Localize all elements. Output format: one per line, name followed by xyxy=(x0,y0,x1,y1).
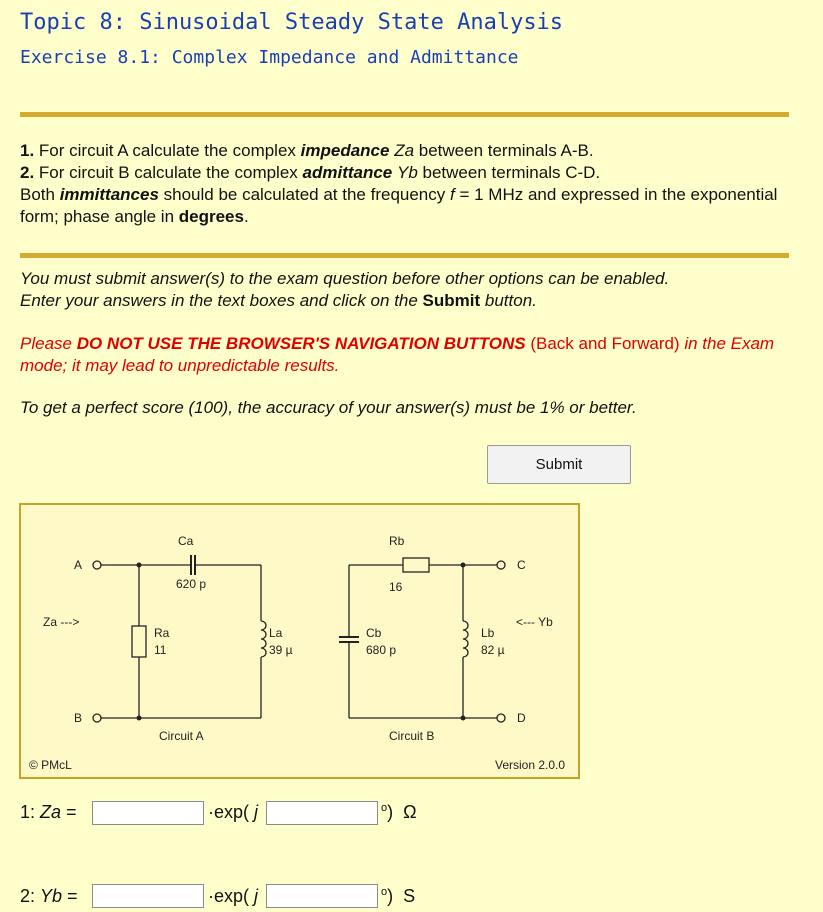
inductor-la xyxy=(261,621,266,657)
exam-notes xyxy=(20,268,810,419)
note-navigation-warning: Please DO NOT USE THE BROWSER'S NAVIGATION BUTTONS (Back and Forward) in the Exam mode; it may lead to unpredictable results. xyxy=(20,334,775,375)
la-name: La xyxy=(269,626,283,640)
answer-1-label: 1: Za = xyxy=(20,802,77,822)
la-value: 39 µ xyxy=(269,643,293,657)
version: Version 2.0.0 xyxy=(495,758,566,772)
ra-value: 11 xyxy=(154,643,167,657)
resistor-rb xyxy=(403,558,429,572)
terminal-c xyxy=(497,561,505,569)
cb-name: Cb xyxy=(366,626,382,640)
inductor-lb xyxy=(463,621,468,657)
za-magnitude-input[interactable] xyxy=(92,801,204,825)
page-title: Topic 8: Sinusoidal Steady State Analysis xyxy=(20,10,564,35)
terminal-d-label: D xyxy=(517,711,526,725)
divider-middle xyxy=(20,253,789,258)
yb-phase-input[interactable] xyxy=(266,884,378,908)
ra-name: Ra xyxy=(154,626,170,640)
note-accuracy: To get a perfect score (100), the accuracy of your answer(s) must be 1% or better. xyxy=(20,398,637,417)
ca-value: 620 p xyxy=(176,577,207,591)
za-phase-input[interactable] xyxy=(266,801,378,825)
terminal-c-label: C xyxy=(517,558,526,572)
task-description: 1. For circuit A calculate the complex impedance Za between terminals A-B. 2. For circuit B calculate the complex admittance Yb between terminals C-D. Both immittances should be calculated at the frequency f = 1 MHz and expressed in the exponential form; phase angle in degrees. xyxy=(20,141,778,226)
answer-1-unit: $^o$) Ω xyxy=(381,802,417,822)
terminal-a xyxy=(93,561,101,569)
answer-2-unit: $^o$) S xyxy=(381,886,416,906)
capacitor-cb xyxy=(339,637,359,642)
lb-name: Lb xyxy=(481,626,495,640)
terminal-a-label: A xyxy=(74,558,83,572)
divider-top xyxy=(20,112,789,117)
answer-1-exp: ·exp( j xyxy=(208,802,259,822)
ca-name: Ca xyxy=(178,534,194,548)
circuit-b-label: Circuit B xyxy=(389,729,435,743)
terminal-b-label: B xyxy=(74,711,83,725)
submit-button[interactable]: Submit xyxy=(487,445,631,484)
answer-2-exp: ·exp( j xyxy=(208,886,259,906)
rb-value: 16 xyxy=(389,580,403,594)
yb-magnitude-input[interactable] xyxy=(92,884,204,908)
yb-arrow: <--- Yb xyxy=(516,615,553,629)
circuit-a-label: Circuit A xyxy=(159,729,204,743)
za-arrow: Za ---> xyxy=(43,615,80,629)
exercise-title: Exercise 8.1: Complex Impedance and Admittance xyxy=(20,47,519,68)
terminal-d xyxy=(497,714,505,722)
cb-value: 680 p xyxy=(366,643,397,657)
terminal-b xyxy=(93,714,101,722)
copyright: © PMcL xyxy=(29,758,72,772)
lb-value: 82 µ xyxy=(481,643,505,657)
answer-2-label: 2: Yb = xyxy=(20,886,78,906)
capacitor-ca xyxy=(191,555,195,575)
resistor-ra xyxy=(132,626,146,657)
circuit-diagram xyxy=(19,503,580,779)
rb-name: Rb xyxy=(389,534,405,548)
note-submit-first: You must submit answer(s) to the exam question before other options can be enabled. Enter your answers in the text boxes and click on the Submit button. xyxy=(20,269,670,310)
